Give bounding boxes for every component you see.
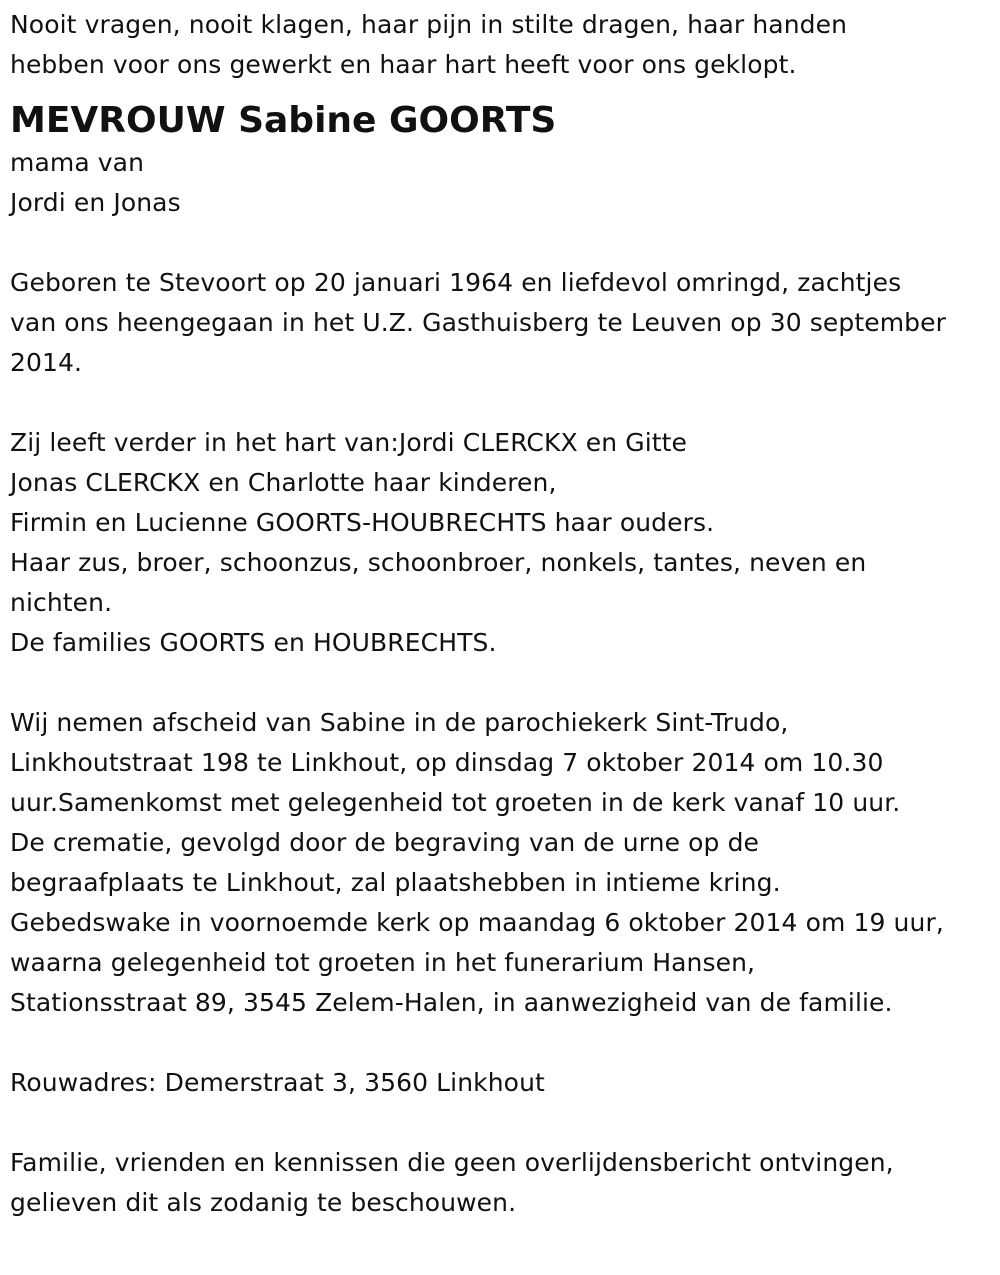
- ceremony-line: Wij nemen afscheid van Sabine in de parochiekerk Sint-Trudo,: [10, 708, 789, 737]
- ceremony-line: De crematie, gevolgd door de begraving van de urne op de: [10, 828, 760, 857]
- intro-line: hebben voor ons gewerkt en haar hart heeft voor ons geklopt.: [10, 50, 797, 79]
- survivors-line: Jonas CLERCKX en Charlotte haar kinderen,: [10, 468, 557, 497]
- relation-block: [10, 143, 990, 223]
- survivors-line: Zij leeft verder in het hart van:Jordi CLERCKX en Gitte: [10, 428, 688, 457]
- ceremony-line: uur.Samenkomst met gelegenheid tot groeten in de kerk vanaf 10 uur.: [10, 788, 901, 817]
- paragraph-gap: [10, 1103, 990, 1143]
- paragraph-gap: [10, 383, 990, 423]
- birth-death-line: Geboren te Stevoort op 20 januari 1964 en liefdevol omringd, zachtjes: [10, 268, 902, 297]
- intro-line: Nooit vragen, nooit klagen, haar pijn in stilte dragen, haar handen: [10, 10, 848, 39]
- relation-line: Jordi en Jonas: [10, 188, 181, 217]
- closing-line: Familie, vrienden en kennissen die geen overlijdensbericht ontvingen,: [10, 1148, 894, 1177]
- obituary-document: [0, 5, 1000, 1223]
- ceremony-line: waarna gelegenheid tot groeten in het funerarium Hansen,: [10, 948, 756, 977]
- birth-death-line: van ons heengegaan in het U.Z. Gasthuisberg te Leuven op 30 september: [10, 308, 947, 337]
- ceremony-line: begraafplaats te Linkhout, zal plaatshebben in intieme kring.: [10, 868, 781, 897]
- survivors-line: Firmin en Lucienne GOORTS-HOUBRECHTS haar ouders.: [10, 508, 715, 537]
- survivors-paragraph: [10, 423, 990, 663]
- ceremony-line: Linkhoutstraat 198 te Linkhout, op dinsdag 7 oktober 2014 om 10.30: [10, 748, 884, 777]
- paragraph-gap: [10, 1023, 990, 1063]
- survivors-line: Haar zus, broer, schoonzus, schoonbroer, nonkels, tantes, neven en: [10, 548, 867, 577]
- relation-line: mama van: [10, 148, 145, 177]
- paragraph-gap: [10, 663, 990, 703]
- closing-line: gelieven dit als zodanig te beschouwen.: [10, 1188, 517, 1217]
- survivors-line: De families GOORTS en HOUBRECHTS.: [10, 628, 497, 657]
- closing-paragraph: [10, 1143, 990, 1223]
- ceremony-line: Stationsstraat 89, 3545 Zelem-Halen, in aanwezigheid van de familie.: [10, 988, 893, 1017]
- paragraph-gap: [10, 223, 990, 263]
- birth-death-paragraph: [10, 263, 990, 383]
- birth-death-line: 2014.: [10, 348, 83, 377]
- ceremony-line: Gebedswake in voornoemde kerk op maandag 6 oktober 2014 om 19 uur,: [10, 908, 944, 937]
- mourning-address: Rouwadres: Demerstraat 3, 3560 Linkhout: [10, 1068, 545, 1097]
- deceased-name: MEVROUW Sabine GOORTS: [10, 100, 557, 141]
- survivors-line: nichten.: [10, 588, 113, 617]
- intro-verse: [10, 5, 990, 85]
- ceremony-paragraph: [10, 703, 990, 1023]
